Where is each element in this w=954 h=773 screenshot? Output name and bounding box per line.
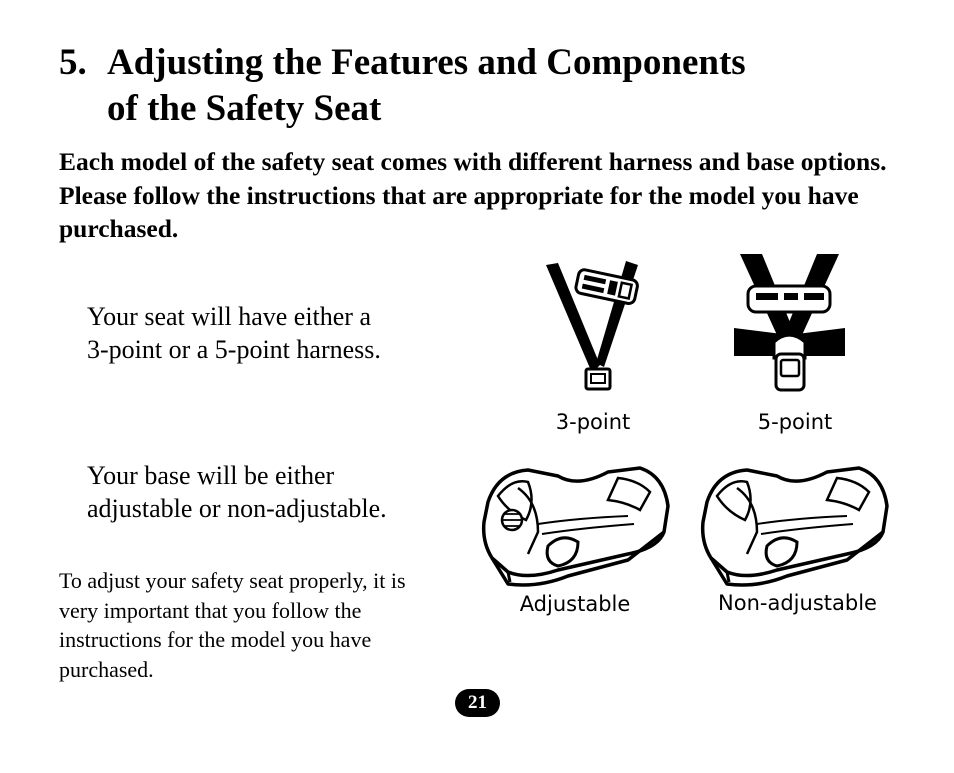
- section-number: 5.: [59, 42, 87, 83]
- intro-paragraph: Each model of the safety seat comes with different harness and base options. Please follow the instructions that are appropriate for the model you have purchased.: [59, 147, 887, 243]
- harness-text-line-2: 3-point or a 5-point harness.: [87, 335, 381, 364]
- title-line-2: of the Safety Seat: [107, 88, 382, 129]
- page-number-badge: 21: [455, 689, 500, 717]
- base-text-line-1: Your base will be either: [87, 461, 335, 490]
- non-adjustable-base-image: [697, 462, 892, 590]
- harness-text: [87, 300, 457, 366]
- title-line-1: Adjusting the Features and Components: [107, 42, 746, 83]
- base-text: [87, 459, 457, 525]
- three-point-harness-image: [538, 255, 643, 395]
- adjustable-caption: Adjustable: [519, 592, 631, 616]
- non-adjustable-caption: Non-adjustable: [718, 591, 877, 615]
- five-point-caption: 5-point: [757, 410, 833, 434]
- five-point-harness-image: [732, 250, 847, 400]
- note-paragraph: To adjust your safety seat properly, it is very important that you follow the instructions for the model you have purchased.: [59, 568, 406, 682]
- three-point-caption: 3-point: [555, 410, 631, 434]
- base-text-line-2: adjustable or non-adjustable.: [87, 494, 387, 523]
- adjustable-base-image: [478, 462, 673, 590]
- harness-text-line-1: Your seat will have either a: [87, 302, 372, 331]
